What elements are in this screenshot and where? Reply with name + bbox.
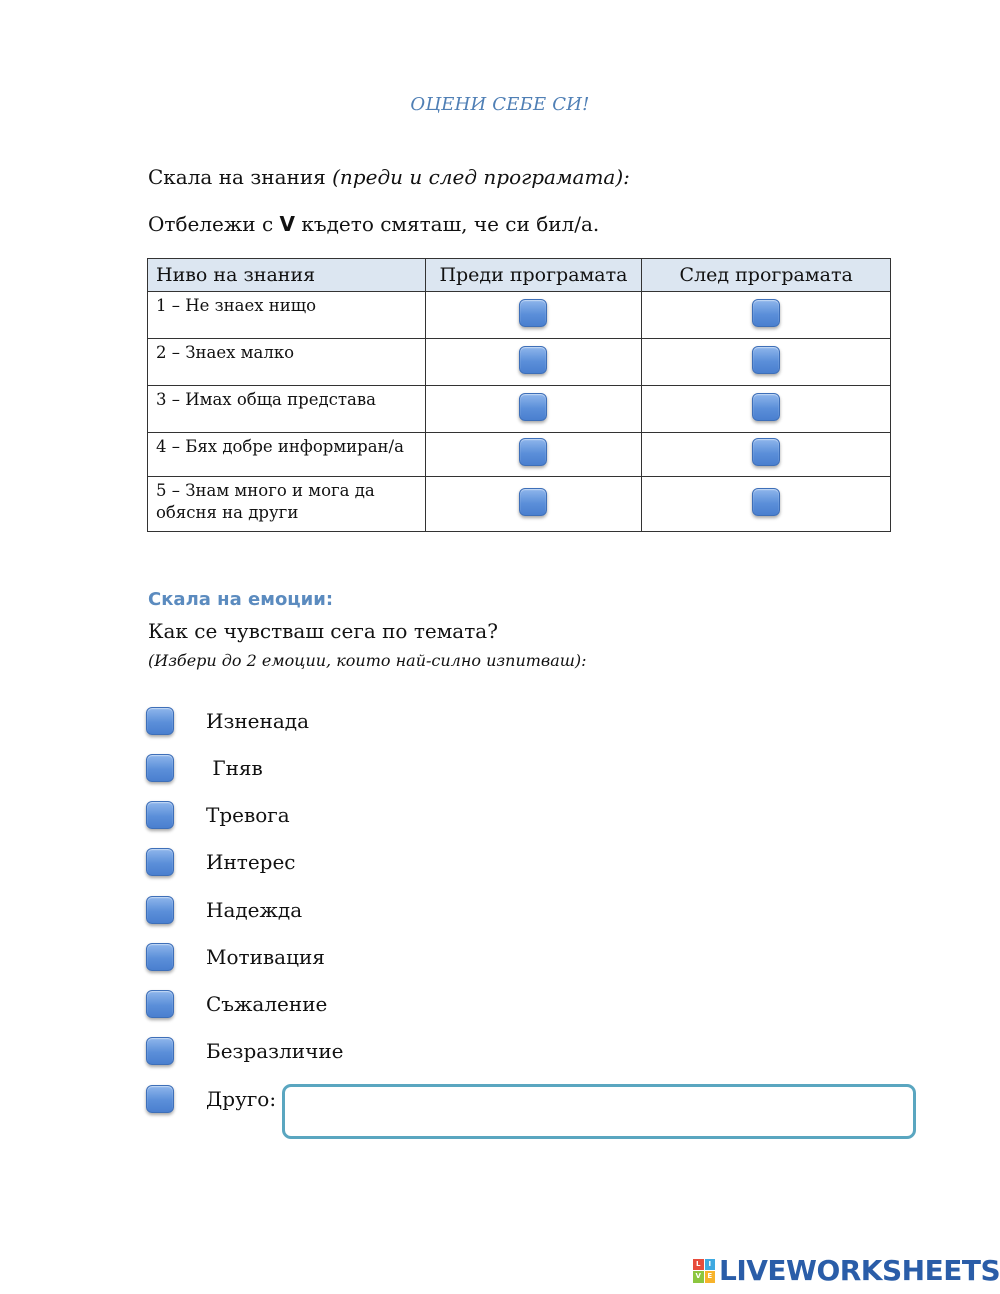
emotion-label: Друго: — [206, 1087, 277, 1111]
emotion-checkbox-surprise[interactable] — [146, 707, 174, 735]
after-checkbox-3[interactable] — [752, 393, 780, 421]
emotion-option-anger — [146, 753, 263, 783]
emotion-option-other — [146, 1084, 276, 1114]
emotion-checkbox-other[interactable] — [146, 1085, 174, 1113]
emotion-label: Безразличие — [206, 1039, 344, 1063]
emotion-option-hope — [146, 895, 302, 925]
emotion-option-surprise — [146, 706, 309, 736]
logo-letter-i: I — [705, 1259, 716, 1271]
emotion-option-motivation — [146, 942, 325, 972]
level-label-4: 4 – Бях добре информиран/а — [148, 433, 426, 477]
level-label-3: 3 – Имах обща представа — [148, 386, 426, 433]
liveworksheets-logo — [693, 1254, 1000, 1287]
knowledge-scale-label: Скала на знания — [148, 165, 333, 189]
emotion-label: Мотивация — [206, 945, 325, 969]
knowledge-instruction — [148, 212, 599, 236]
before-checkbox-4[interactable] — [519, 438, 547, 466]
emotion-option-indifference — [146, 1036, 344, 1066]
emotion-hint: (Избери до 2 емоции, които най-силно изпитваш): — [148, 651, 587, 670]
emotion-checkbox-interest[interactable] — [146, 848, 174, 876]
emotion-option-regret — [146, 989, 327, 1019]
after-checkbox-4[interactable] — [752, 438, 780, 466]
other-emotion-input[interactable] — [282, 1084, 916, 1139]
after-checkbox-5[interactable] — [752, 488, 780, 516]
before-checkbox-3[interactable] — [519, 393, 547, 421]
emotion-checkbox-anxiety[interactable] — [146, 801, 174, 829]
knowledge-table-header — [148, 259, 891, 292]
level-label-2: 2 – Знаех малко — [148, 339, 426, 386]
emotion-label: Съжаление — [206, 992, 328, 1016]
emotion-label: Тревога — [206, 803, 290, 827]
logo-letter-l: L — [693, 1259, 704, 1271]
table-row — [148, 292, 891, 339]
before-checkbox-1[interactable] — [519, 299, 547, 327]
logo-letter-v: V — [693, 1271, 704, 1283]
knowledge-table — [147, 258, 891, 532]
header-level: Ниво на знания — [148, 259, 426, 292]
before-checkbox-2[interactable] — [519, 346, 547, 374]
emotion-option-interest — [146, 847, 296, 877]
emotion-question: Как се чувстваш сега по темата? — [148, 619, 498, 643]
before-checkbox-5[interactable] — [519, 488, 547, 516]
page-title: ОЦЕНИ СЕБЕ СИ! — [410, 94, 590, 115]
after-checkbox-2[interactable] — [752, 346, 780, 374]
table-row — [148, 477, 891, 532]
emotion-checkbox-motivation[interactable] — [146, 943, 174, 971]
emotion-checkbox-anger[interactable] — [146, 754, 174, 782]
emotion-checkbox-hope[interactable] — [146, 896, 174, 924]
instruction-mark: V — [279, 212, 296, 236]
logo-letter-e: E — [705, 1271, 716, 1283]
emotion-checkbox-indifference[interactable] — [146, 1037, 174, 1065]
after-checkbox-1[interactable] — [752, 299, 780, 327]
table-row — [148, 386, 891, 433]
emotion-checkbox-regret[interactable] — [146, 990, 174, 1018]
liveworksheets-wordmark: LIVEWORKSHEETS — [719, 1254, 1000, 1287]
emotion-label: Надежда — [206, 898, 303, 922]
emotion-scale-heading: Скала на емоции: — [148, 589, 334, 610]
instruction-prefix: Отбележи с — [148, 212, 280, 236]
liveworksheets-icon — [693, 1259, 715, 1283]
emotion-label: Интерес — [206, 850, 296, 874]
header-after: След програмата — [642, 259, 891, 292]
header-before: Преди програмата — [425, 259, 642, 292]
level-label-1: 1 – Не знаех нищо — [148, 292, 426, 339]
table-row — [148, 433, 891, 477]
emotion-label: Гняв — [206, 756, 263, 780]
instruction-suffix: където смяташ, че си бил/а. — [295, 212, 600, 236]
knowledge-scale-note: (преди и след програмата): — [332, 165, 630, 189]
emotion-option-anxiety — [146, 800, 290, 830]
emotion-label: Изненада — [206, 709, 310, 733]
knowledge-scale-intro — [148, 165, 630, 189]
table-row — [148, 339, 891, 386]
level-label-5: 5 – Знам много и мога да обясня на други — [148, 477, 426, 532]
